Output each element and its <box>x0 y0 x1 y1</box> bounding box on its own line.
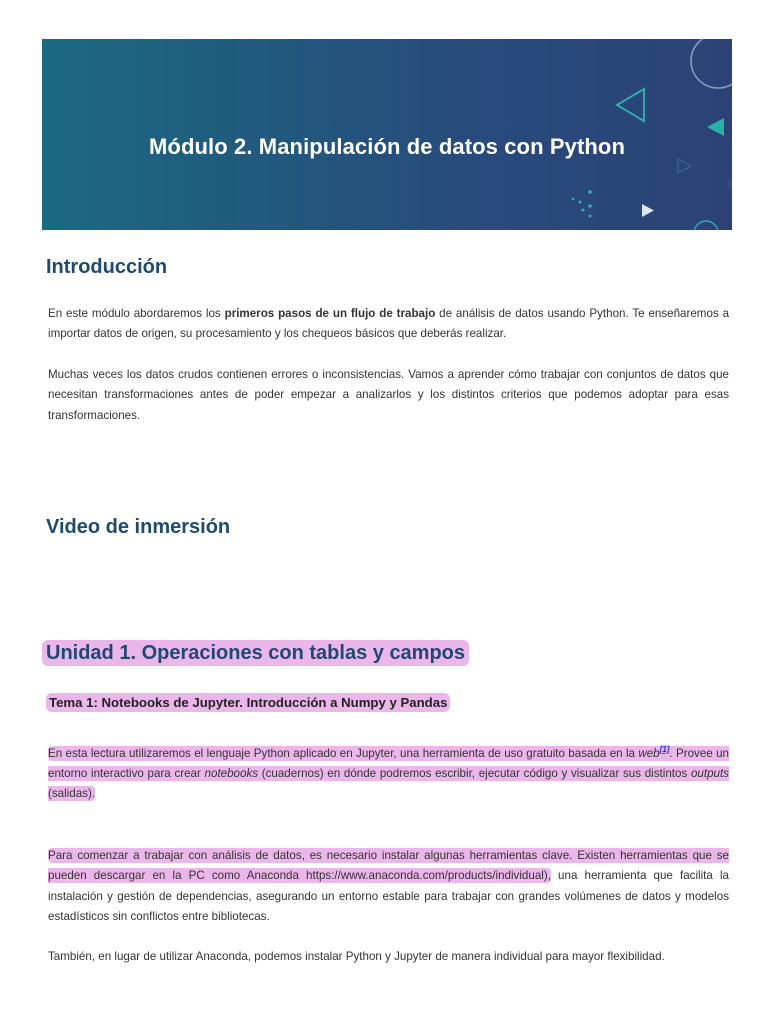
footnote-link[interactable]: [1] <box>659 745 670 754</box>
tema-heading <box>46 695 450 710</box>
circle-bottom-decoration <box>694 221 718 230</box>
unit-p2-rest: una herramienta que facilita la instalación y gestión de dependencias, asegurando un entorno estable para trabajar con grandes volúmenes de datos y modelos estadísticos sin conflictos entre bibliotecas. <box>48 869 729 923</box>
play-triangle-outline-decoration <box>678 159 691 173</box>
unit-paragraph-3: También, en lugar de utilizar Anaconda, podemos instalar Python y Jupyter de manera individual para mayor flexibilidad. <box>48 950 665 963</box>
unit-p1-notebooks: notebooks <box>204 767 259 781</box>
unit-p1-web: web <box>638 746 660 760</box>
unit-p1-highlight <box>48 746 729 802</box>
unit-p1-text-a: En esta lectura utilizaremos el lenguaje Python aplicado en Jupyter, una herramienta de uso gratuito basada en la <box>48 746 639 760</box>
module-banner <box>42 39 732 230</box>
intro-p1-text-a: En este módulo abordaremos los <box>48 307 225 320</box>
intro-paragraph-2: Muchas veces los datos crudos contienen errores o inconsistencias. Vamos a aprender cómo trabajar con conjuntos de datos que necesitan transformaciones antes de poder empezar a analizarlos y los distintos criterios que podemos adoptar para esas transformaciones. <box>48 368 729 422</box>
unit-p1-text-d: (salidas). <box>48 787 96 801</box>
tema-heading-text: Tema 1: Notebooks de Jupyter. Introducción a Numpy y Pandas <box>46 693 450 712</box>
module-title: Módulo 2. Manipulación de datos con Python <box>149 134 625 159</box>
unit-p1-outputs: outputs <box>690 767 729 781</box>
triangle-outline-decoration <box>617 89 644 121</box>
intro-heading: Introducción <box>46 256 168 278</box>
circle-outline-decoration <box>691 39 732 88</box>
unit-p1-text-c: (cuadernos) en dónde podremos escribir, ejecutar código y visualizar sus distintos <box>258 767 691 781</box>
unit-heading <box>42 642 469 665</box>
intro-paragraph-1 <box>48 304 729 345</box>
dots-cluster-decoration <box>572 190 592 217</box>
intro-p1-text-c: de análisis de datos usando Python. Te enseñaremos a importar datos de origen, su procesamiento y los chequeos básicos que deberás realizar. <box>48 307 730 341</box>
video-heading: Video de inmersión <box>46 516 231 538</box>
play-triangle-white-decoration <box>642 204 654 217</box>
unit-p1-text-b: . Provee un entorno interactivo para crear <box>48 746 729 781</box>
unit-heading-text: Unidad 1. Operaciones con tablas y campos <box>42 640 469 666</box>
intro-p1-bold: primeros pasos de un flujo de trabajo <box>224 307 436 320</box>
unit-paragraph-2 <box>48 846 729 927</box>
unit-paragraph-1 <box>48 740 729 805</box>
unit-p2-highlight: Para comenzar a trabajar con análisis de datos, es necesario instalar algunas herramientas clave. Existen herramientas que se pueden descargar en la PC como Anaconda https://www.anaconda.com/products/individual), <box>48 849 729 883</box>
circle-edge-decoration <box>728 178 732 192</box>
